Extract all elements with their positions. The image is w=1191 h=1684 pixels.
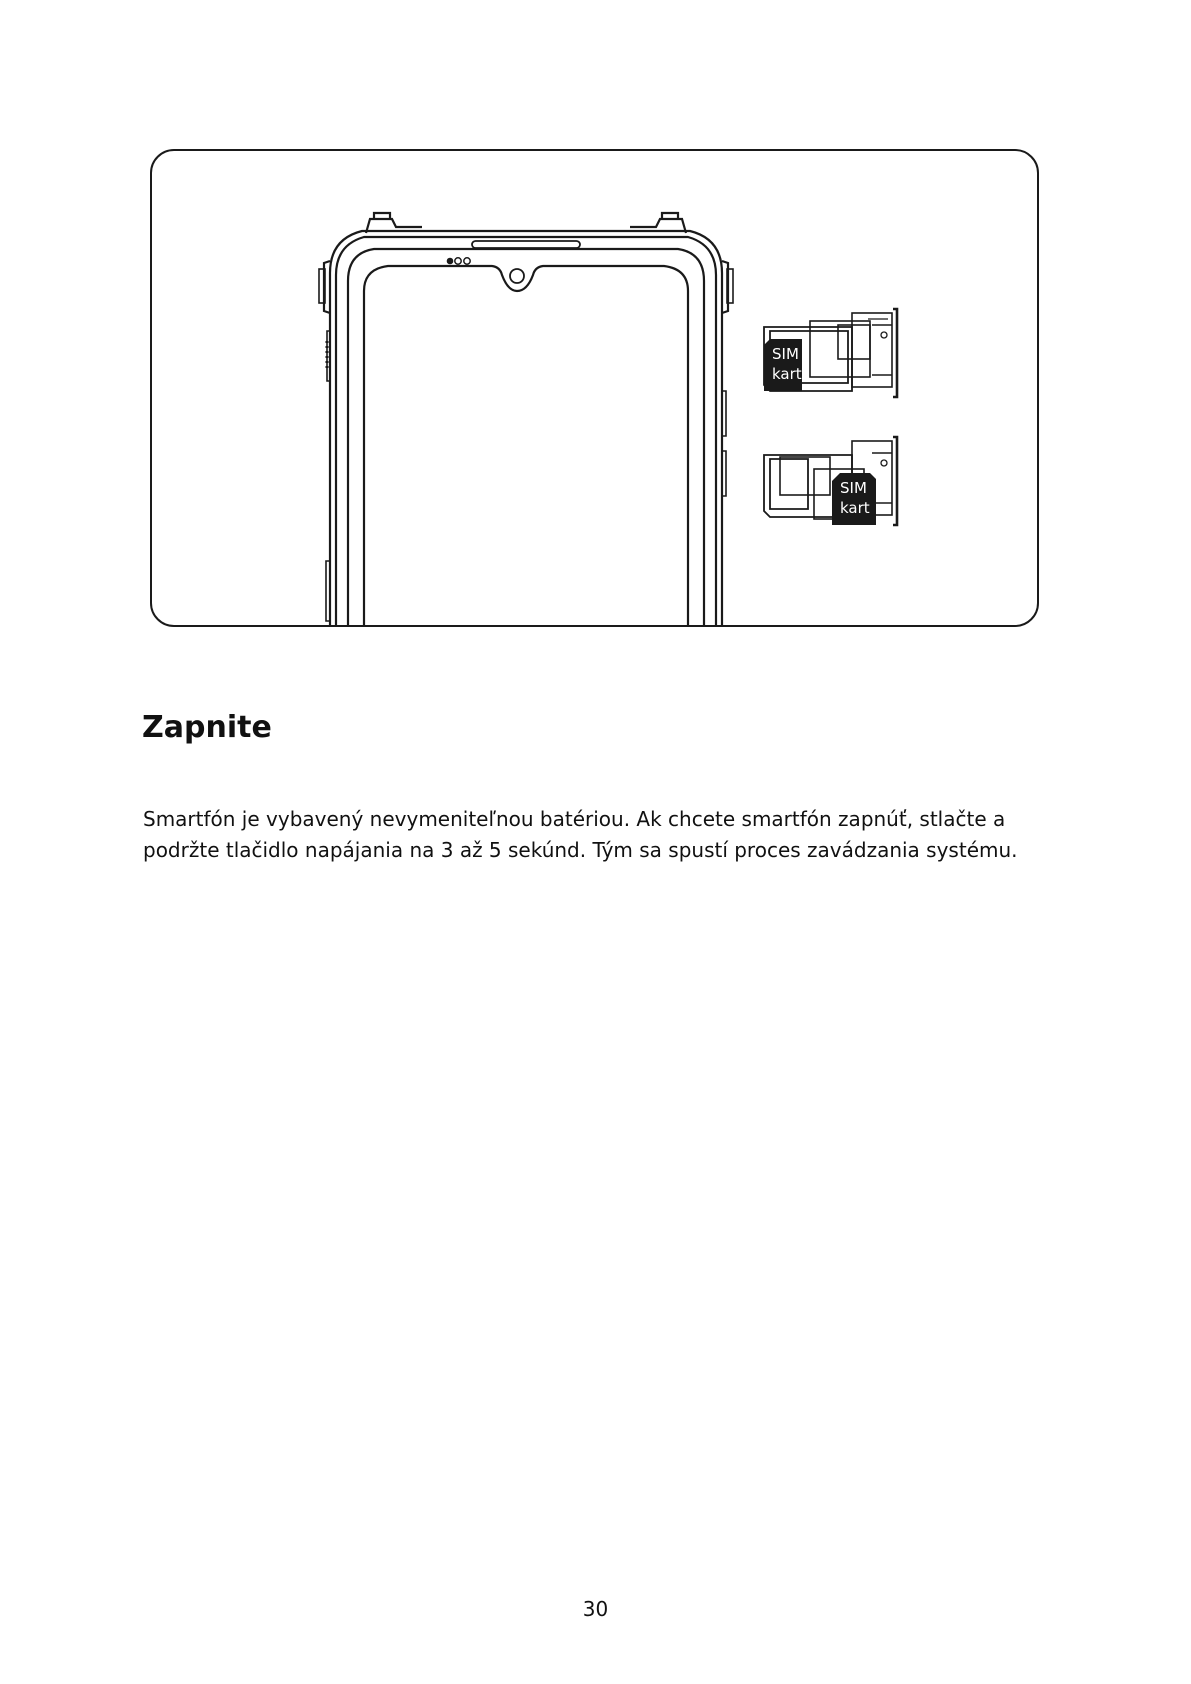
sim-card-bottom-label-line1: SIM [840,479,867,497]
section-body-text: Smartfón je vybavený nevymeniteľnou batériou. Ak chcete smartfón zapnúť, stlačte a podržte tlačidlo napájania na 3 až 5 sekúnd. Tým sa spustí proces zavádzania systému. [143,807,1018,862]
sim-card-bottom-label-line2: kart [840,499,870,517]
sim-tray-bottom [764,437,897,525]
sim-card-top [764,339,802,391]
page-number: 30 [582,1597,609,1621]
sim-installation-illustration [150,149,1039,627]
section-title: Zapnite [142,710,272,745]
sim-card-top-label-line2: kart [772,365,802,383]
phone-drawing [319,213,733,627]
sim-card-top-label-line1: SIM [772,345,799,363]
sim-card-bottom [832,473,876,525]
